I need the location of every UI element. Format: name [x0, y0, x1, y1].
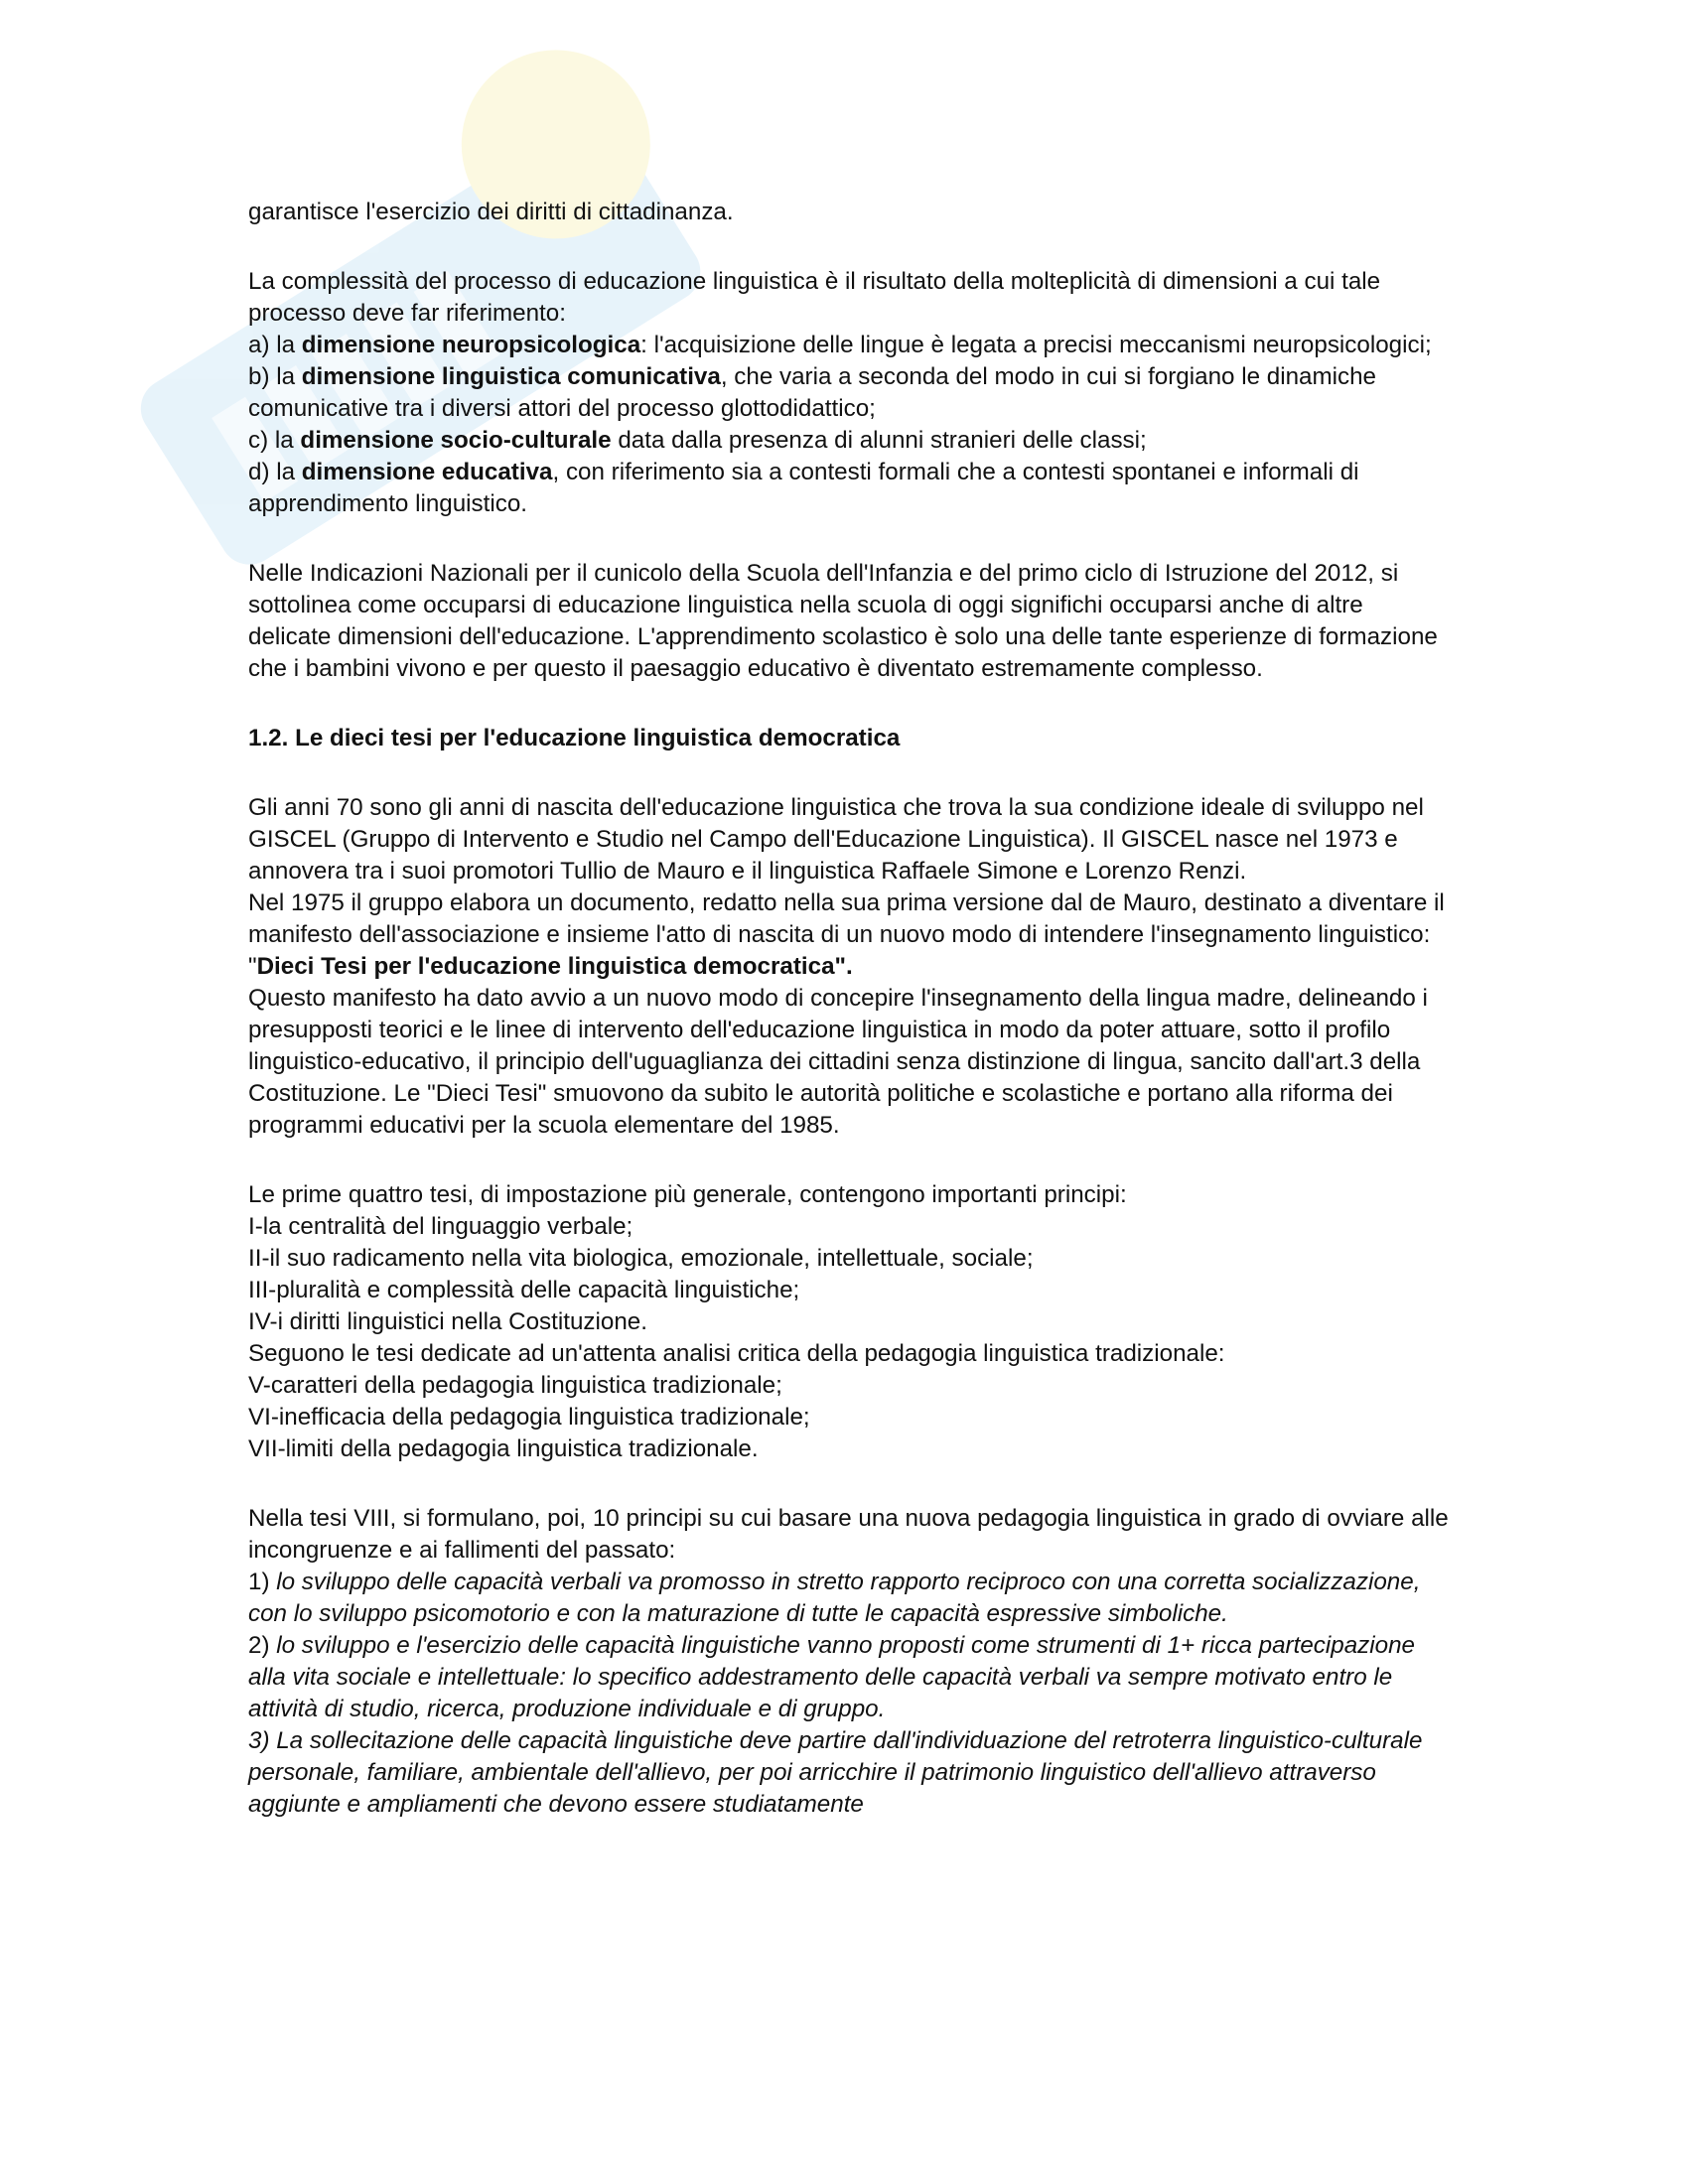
paragraph-principi [248, 1503, 1450, 1821]
tesi-intro: Le prime quattro tesi, di impostazione più generale, contengono importanti principi: [248, 1181, 1127, 1208]
tesi-item: V-caratteri della pedagogia linguistica tradizionale; [248, 1372, 782, 1399]
section-heading: 1.2. Le dieci tesi per l'educazione linguistica democratica [248, 725, 901, 751]
tesi-item: VII-limiti della pedagogia linguistica tradizionale. [248, 1435, 759, 1462]
tesi-transition: Seguono le tesi dedicate ad un'attenta analisi critica della pedagogia linguistica tradizionale: [248, 1340, 1225, 1367]
paragraph-giscel [248, 792, 1450, 1142]
giscel-origins: Gli anni 70 sono gli anni di nascita dell'educazione linguistica che trova la sua condizione ideale di sviluppo nel GISCEL (Gruppo di Intervento e Studio nel Campo dell'Educazione Linguistica). Il GISCEL nasce nel 1973 e annovera tra i suoi promotori Tullio de Mauro e il linguistica Raffaele Simone e Lorenzo Renzi. [248, 794, 1424, 885]
tesi-item: VI-inefficacia della pedagogia linguistica tradizionale; [248, 1404, 810, 1431]
paragraph-tesi [248, 1179, 1450, 1465]
dimensione-c: c) la dimensione socio-culturale data dalla presenza di alunni stranieri delle classi; [248, 427, 1147, 454]
dimensione-b: b) la dimensione linguistica comunicativa, che varia a seconda del modo in cui si forgiano le dinamiche comunicative tra i diversi attori del processo glottodidattico; [248, 363, 1376, 422]
paragraph-cittadinanza: garantisce l'esercizio dei diritti di cittadinanza. [248, 199, 734, 225]
principi-intro: Nella tesi VIII, si formulano, poi, 10 principi su cui basare una nuova pedagogia linguistica in grado di ovviare alle incongruenze e ai fallimenti del passato: [248, 1505, 1449, 1564]
document-page [248, 197, 1450, 1858]
dimensione-a: a) la dimensione neuropsicologica: l'acquisizione delle lingue è legata a precisi meccanismi neuropsicologici; [248, 332, 1432, 358]
paragraph-dimensioni [248, 266, 1450, 520]
paragraph-indicazioni: Nelle Indicazioni Nazionali per il cunicolo della Scuola dell'Infanzia e del primo ciclo di Istruzione del 2012, si sottolinea come occuparsi di educazione linguistica nella scuola di oggi significhi occuparsi anche di altre delicate dimensioni dell'educazione. L'apprendimento scolastico è solo una delle tante esperienze di formazione che i bambini vivono e per questo il paesaggio educativo è diventato estremamente complesso. [248, 560, 1438, 682]
tesi-item: I-la centralità del linguaggio verbale; [248, 1213, 633, 1240]
principio-2: 2) lo sviluppo e l'esercizio delle capacità linguistiche vanno proposti come strumenti di 1+ ricca partecipazione alla vita sociale e intellettuale: lo specifico addestramento delle capacità verbali va sempre motivato entro le attività di studio, ricerca, produzione individuale e di gruppo. [248, 1632, 1415, 1722]
principio-1: 1) lo sviluppo delle capacità verbali va promosso in stretto rapporto reciproco con una corretta socializzazione, con lo sviluppo psicomotorio e con la maturazione di tutte le capacità espressive simboliche. [248, 1569, 1421, 1627]
giscel-impact: Questo manifesto ha dato avvio a un nuovo modo di concepire l'insegnamento della lingua madre, delineando i presupposti teorici e le linee di intervento dell'educazione linguistica in modo da poter attuare, sotto il profilo linguistico-educativo, il principio dell'uguaglianza dei cittadini senza distinzione di lingua, sancito dall'art.3 della Costituzione. Le "Dieci Tesi" smuovono da subito le autorità politiche e scolastiche e portano alla riforma dei programmi educativi per la scuola elementare del 1985. [248, 985, 1428, 1139]
dimensioni-intro: La complessità del processo di educazione linguistica è il risultato della molteplicità di dimensioni a cui tale processo deve far riferimento: [248, 268, 1381, 327]
tesi-item: II-il suo radicamento nella vita biologica, emozionale, intellettuale, sociale; [248, 1245, 1034, 1272]
giscel-manifesto: Nel 1975 il gruppo elabora un documento, redatto nella sua prima versione dal de Mauro, destinato a diventare il manifesto dell'associazione e insieme l'atto di nascita di un nuovo modo di intendere l'insegnamento linguistico: "Dieci Tesi per l'educazione linguistica democratica". [248, 889, 1445, 980]
dimensione-d: d) la dimensione educativa, con riferimento sia a contesti formali che a contesti spontanei e informali di apprendimento linguistico. [248, 459, 1359, 517]
principio-3: 3) La sollecitazione delle capacità linguistiche deve partire dall'individuazione del retroterra linguistico-culturale personale, familiare, ambientale dell'allievo, per poi arricchire il patrimonio linguistico dell'allievo attraverso aggiunte e ampliamenti che devono essere studiatamente [248, 1727, 1423, 1818]
tesi-item: IV-i diritti linguistici nella Costituzione. [248, 1308, 647, 1335]
tesi-item: III-pluralità e complessità delle capacità linguistiche; [248, 1277, 800, 1303]
